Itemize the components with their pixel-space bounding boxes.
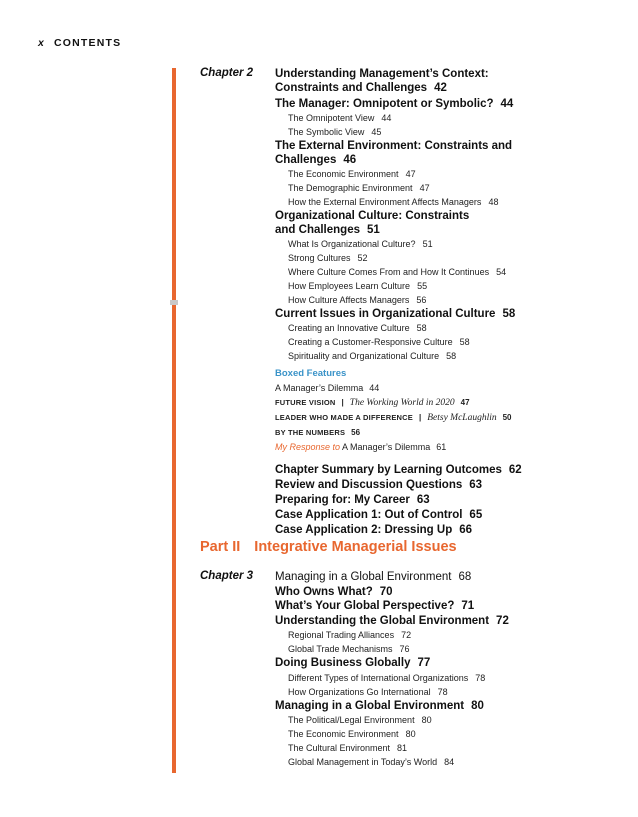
part-2-heading[interactable] xyxy=(200,539,457,555)
toc-subsection[interactable]: Global Management in Today’s World 84 xyxy=(288,757,455,767)
toc-section[interactable]: Understanding the Global Environment 72 xyxy=(275,614,509,627)
toc-section[interactable]: Managing in a Global Environment 80 xyxy=(275,699,484,712)
toc-section[interactable] xyxy=(275,97,575,111)
part-2-label: Part II xyxy=(200,539,241,555)
chapter-2-entries xyxy=(275,67,575,538)
section-page: 58 xyxy=(502,308,516,320)
toc-subsection[interactable]: The Economic Environment 80 xyxy=(288,729,416,739)
boxed-feature-leader[interactable]: LEADER WHO MADE A DIFFERENCE | Betsy McLaughlin 50 xyxy=(275,413,512,423)
chapter-3-title[interactable]: Managing in a Global Environment 68 xyxy=(275,571,472,583)
chapter-3-entries xyxy=(275,570,575,769)
page-header-title: CONTENTS xyxy=(53,37,122,49)
toc-subsection[interactable]: The Cultural Environment 81 xyxy=(288,743,408,753)
toc-subsection[interactable]: The Symbolic View 45 xyxy=(288,127,382,137)
toc-end-item[interactable]: Preparing for: My Career 63 xyxy=(275,494,430,506)
chapter-2-title[interactable] xyxy=(275,67,575,95)
toc-subsection[interactable]: Creating an Innovative Culture 58 xyxy=(288,323,427,333)
toc-subsection[interactable]: Spirituality and Organizational Culture 58 xyxy=(288,351,457,361)
toc-section[interactable]: Who Owns What? 70 xyxy=(275,585,393,598)
accent-bar-mark xyxy=(170,300,178,305)
boxed-features-heading: Boxed Features xyxy=(275,368,347,379)
toc-subsection[interactable]: Global Trade Mechanisms 76 xyxy=(288,644,410,654)
boxed-feature-response[interactable]: My Response to A Manager’s Dilemma 61 xyxy=(275,442,447,452)
toc-section[interactable] xyxy=(275,307,575,321)
toc-subsection[interactable]: Creating a Customer-Responsive Culture 58 xyxy=(288,337,470,347)
toc-subsection[interactable]: Different Types of International Organizations 78 xyxy=(288,672,486,683)
section-title: Current Issues in Organizational Culture xyxy=(275,308,496,320)
toc-end-item[interactable]: Review and Discussion Questions 63 xyxy=(275,479,483,491)
section-title: The Manager: Omnipotent or Symbolic? xyxy=(275,98,494,110)
part-2-title: Integrative Managerial Issues xyxy=(254,539,457,555)
toc-subsection[interactable]: How the External Environment Affects Managers 48 xyxy=(288,197,499,207)
toc-subsection[interactable]: Where Culture Comes From and How It Continues 54 xyxy=(288,267,507,277)
chapter-3-label: Chapter 3 xyxy=(200,570,254,582)
toc-section[interactable]: Doing Business Globally 77 xyxy=(275,657,431,669)
toc-section[interactable] xyxy=(275,209,575,237)
page-number: x xyxy=(38,37,44,49)
toc-subsection[interactable]: How Employees Learn Culture 55 xyxy=(288,281,428,291)
toc-subsection[interactable]: The Demographic Environment 47 xyxy=(288,183,430,193)
toc-subsection[interactable]: How Culture Affects Managers 56 xyxy=(288,295,427,305)
boxed-feature-numbers[interactable]: BY THE NUMBERS 56 xyxy=(275,428,361,437)
section-title-line2: Challenges xyxy=(275,154,337,166)
toc-section[interactable] xyxy=(275,139,575,167)
chapter-accent-bar xyxy=(172,68,176,773)
page-header xyxy=(38,37,121,49)
section-page: 51 xyxy=(367,224,380,236)
section-title-line2: and Challenges xyxy=(275,224,360,236)
toc-subsection[interactable]: What Is Organizational Culture? 51 xyxy=(288,239,433,249)
toc-subsection[interactable]: Strong Cultures 52 xyxy=(288,253,368,263)
toc-subsection[interactable]: The Omnipotent View 44 xyxy=(288,113,392,123)
toc-subsection[interactable]: The Economic Environment 47 xyxy=(288,169,416,179)
boxed-feature-dilemma[interactable]: A Manager’s Dilemma 44 xyxy=(275,383,380,393)
toc-end-item[interactable]: Case Application 1: Out of Control 65 xyxy=(275,509,483,521)
section-title-line1: The External Environment: Constraints and xyxy=(275,140,513,152)
section-page: 44 xyxy=(500,98,514,110)
toc-subsection[interactable]: Regional Trading Alliances 72 xyxy=(288,630,412,640)
toc-section[interactable]: What’s Your Global Perspective? 71 xyxy=(275,600,475,612)
toc-subsection[interactable]: How Organizations Go International 78 xyxy=(288,686,448,697)
toc-end-item[interactable]: Case Application 2: Dressing Up 66 xyxy=(275,524,473,536)
section-title-line1: Organizational Culture: Constraints xyxy=(275,210,470,222)
chapter-2-page: 42 xyxy=(434,82,447,94)
boxed-feature-future-vision[interactable]: FUTURE VISION | The Working World in 2020 47 xyxy=(275,398,470,408)
chapter-2-title-line2: Constraints and Challenges xyxy=(275,82,428,94)
chapter-2-label: Chapter 2 xyxy=(200,67,254,79)
section-page: 46 xyxy=(343,154,357,166)
chapter-2-title-line1: Understanding Management’s Context: xyxy=(275,68,489,80)
toc-subsection[interactable]: The Political/Legal Environment 80 xyxy=(288,715,432,725)
toc-end-item[interactable]: Chapter Summary by Learning Outcomes 62 xyxy=(275,464,522,476)
